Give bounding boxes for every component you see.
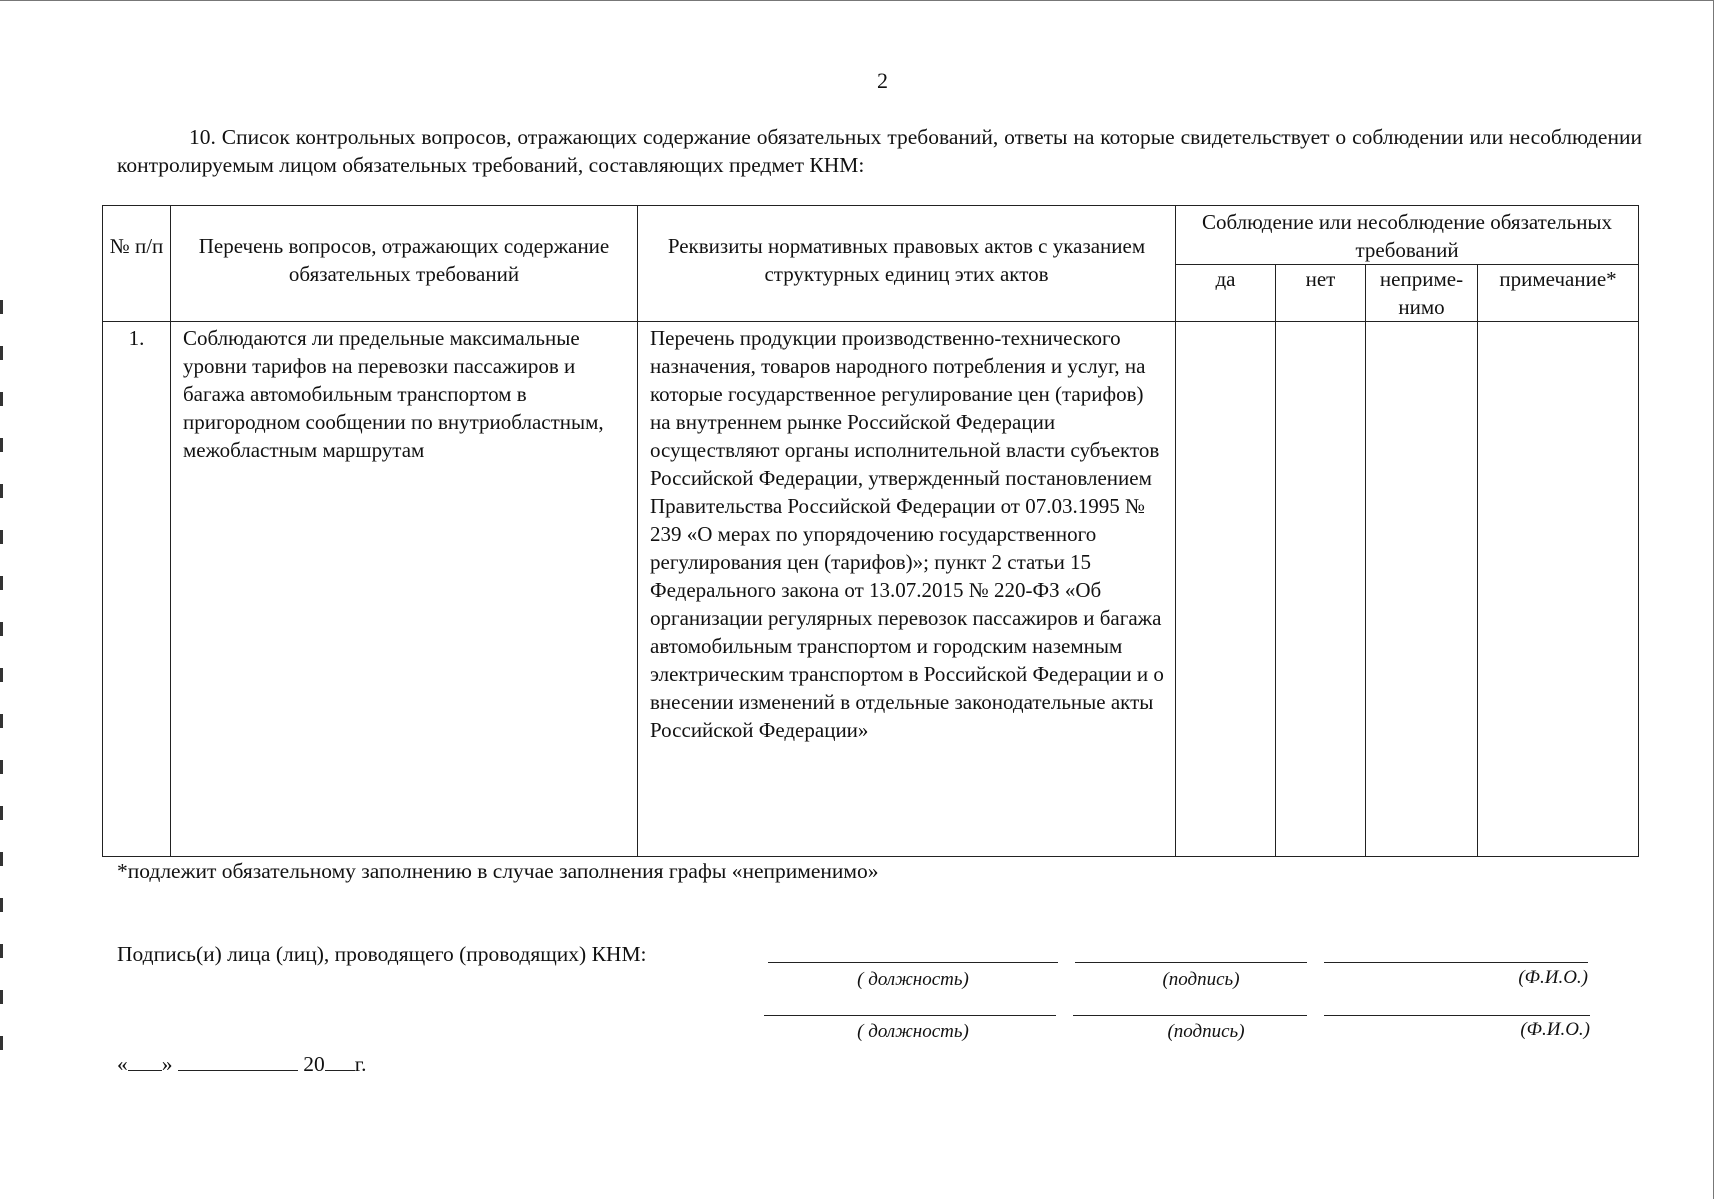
date-year-blank[interactable] [325,1048,355,1071]
position-line-2[interactable] [764,1015,1056,1016]
row-num: 1. [103,322,171,857]
position-line-1[interactable] [768,962,1058,963]
header-note: примечание* [1478,265,1639,322]
scan-edge-marks [0,300,3,1060]
intro-paragraph: 10. Список контрольных вопросов, отражающих содержание обязательных требований, ответы на которые свидетельствует о соблюдении или несоблюдении контролируемым лицом обязательных требований, составляющих предмет КНМ: [117,125,1642,177]
header-compliance-group: Соблюдение или несоблюдение обязательных требований [1176,206,1639,265]
header-yes: да [1176,265,1276,322]
row-question: Соблюдаются ли предельные максимальные уровни тарифов на перевозки пассажиров и багажа автомобильным транспортом в пригородном сообщении по внутриобластным, межобластным маршрутам [171,322,638,857]
date-year-suffix: г. [354,1052,367,1076]
row-yes-cell[interactable] [1176,322,1276,857]
date-line [117,1048,367,1078]
signature-caption-1: (подпись) [1162,969,1240,990]
header-not-applicable: неприме-нимо [1366,265,1478,322]
name-caption-2: (Ф.И.О.) [1520,1019,1590,1040]
date-year-prefix: 20 [303,1052,325,1076]
date-day-blank[interactable] [128,1048,162,1071]
date-close-quote: » [161,1052,173,1076]
header-questions: Перечень вопросов, отражающих содержание обязательных требований [171,206,638,322]
page-number: 2 [877,68,888,93]
footnote: *подлежит обязательному заполнению в случае заполнения графы «неприменимо» [117,859,879,883]
row-reference: Перечень продукции производственно-технического назначения, товаров народного потребления и услуг, на которые государственное регулирование цен (тарифов) на внутреннем рынке Российской Федерации осуществляют органы исполнительной власти субъектов Российской Федерации, утвержденный постановлением Правительства Российской Федерации от 07.03.1995 № 239 «О мерах по упорядочению государственного регулирования цен (тарифов)»; пункт 2 статьи 15 Федерального закона от 13.07.2015 № 220-ФЗ «Об организации регулярных перевозок пассажиров и багажа автомобильным транспортом и городским наземным электрическим транспортом в Российской Федерации и о внесении изменений в отдельные законодательные акты Российской Федерации» [638,322,1176,857]
name-line-2[interactable] [1324,1015,1590,1016]
table-row [103,322,1639,857]
checklist-table [102,205,1639,857]
date-month-blank[interactable] [178,1048,298,1071]
signature-label: Подпись(и) лица (лиц), проводящего (проводящих) КНМ: [117,942,647,966]
signature-caption-2: (подпись) [1167,1021,1245,1042]
header-no: нет [1276,265,1366,322]
row-no-cell[interactable] [1276,322,1366,857]
table-header-row [103,206,1639,265]
name-line-1[interactable] [1324,962,1588,963]
row-not-applicable-cell[interactable] [1366,322,1478,857]
header-references: Реквизиты нормативных правовых актов с указанием структурных единиц этих актов [638,206,1176,322]
name-caption-1: (Ф.И.О.) [1518,967,1588,988]
position-caption-2: ( должность) [857,1021,969,1042]
signature-line-2[interactable] [1073,1015,1307,1016]
signature-line-1[interactable] [1075,962,1307,963]
row-note-cell[interactable] [1478,322,1639,857]
position-caption-1: ( должность) [857,969,969,990]
date-open-quote: « [117,1052,128,1076]
header-num: № п/п [103,206,171,322]
